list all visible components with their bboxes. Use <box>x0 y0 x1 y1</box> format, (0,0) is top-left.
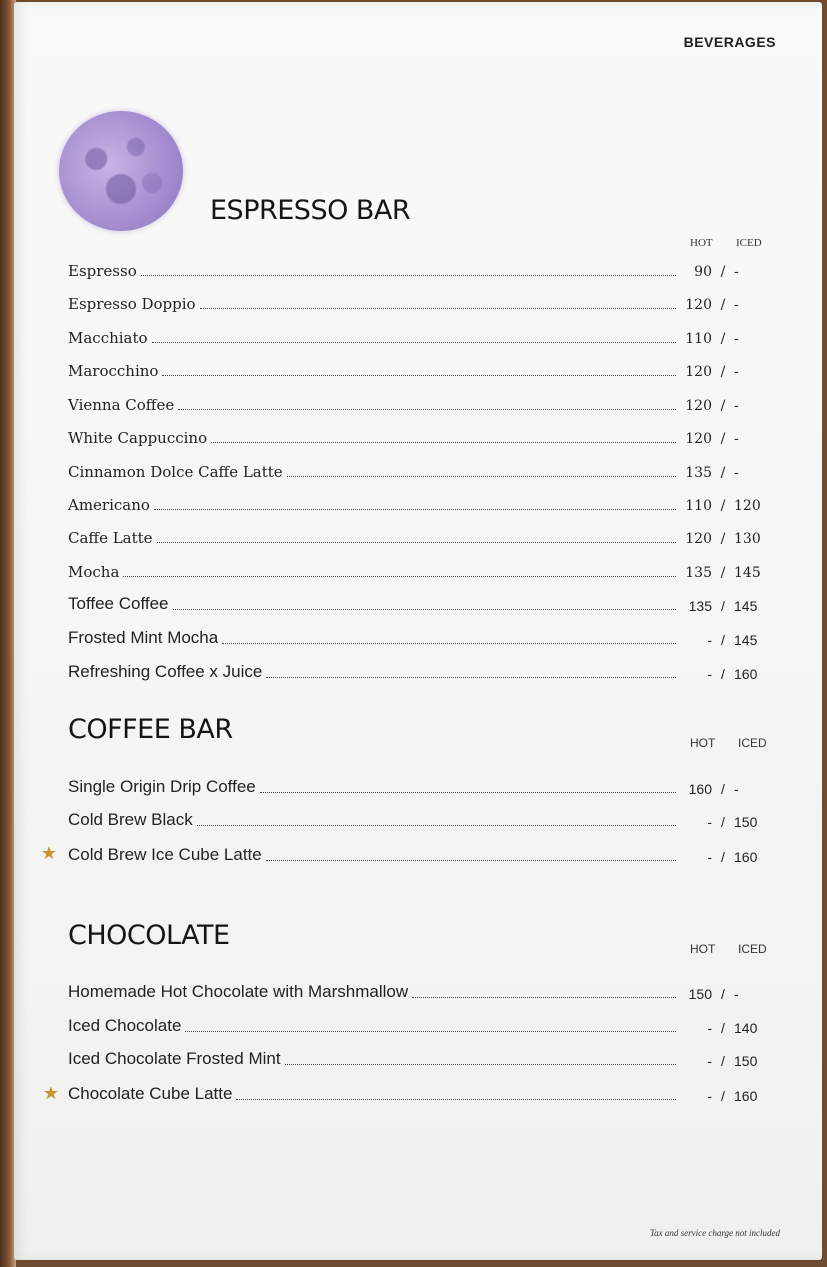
price: 110 / - <box>685 331 739 347</box>
menu-item-americano: Americano 110 / 120 <box>68 492 768 514</box>
iced-column-header: ICED <box>738 942 767 956</box>
dotted-leader <box>266 676 676 678</box>
price: 120 / - <box>685 297 739 313</box>
menu-item-toffee-coffee: Toffee Coffee 135 / 145 <box>68 592 768 614</box>
dotted-leader <box>211 441 676 443</box>
star-icon: ★ <box>42 1083 60 1104</box>
dotted-leader <box>200 307 676 309</box>
price: - / 150 <box>707 1053 758 1069</box>
dotted-leader <box>152 341 676 343</box>
menu-item-cold-brew-ice-cube-latte: Cold Brew Ice Cube Latte - / 160 <box>68 843 768 865</box>
section-title-chocolate: CHOCOLATE <box>68 920 230 951</box>
dotted-leader <box>285 1063 676 1065</box>
footnote: Tax and service charge not included <box>649 1228 780 1238</box>
menu-item-chocolate-cube-latte: Chocolate Cube Latte - / 160 <box>68 1082 768 1104</box>
price: 120 / 130 <box>685 531 761 547</box>
section-title-espresso-bar: ESPRESSO BAR <box>210 195 411 226</box>
menu-item-iced-chocolate-frosted-mint: Iced Chocolate Frosted Mint - / 150 <box>68 1047 768 1069</box>
price: - / 150 <box>707 814 758 830</box>
dotted-leader <box>123 575 676 577</box>
price: 160 / - <box>688 781 739 797</box>
menu-item-refreshing-coffee-x-juice: Refreshing Coffee x Juice - / 160 <box>68 660 768 682</box>
dotted-leader <box>141 274 676 276</box>
price: 150 / - <box>688 986 739 1002</box>
iced-column-header: ICED <box>738 736 767 750</box>
dotted-leader <box>154 508 676 510</box>
menu-item-single-origin-drip-coffee: Single Origin Drip Coffee 160 / - <box>68 775 768 797</box>
menu-item-marocchino: Marocchino 120 / - <box>68 358 768 380</box>
iced-column-header: ICED <box>736 237 762 249</box>
dotted-leader <box>236 1098 676 1100</box>
menu-item-espresso: Espresso 90 / - <box>68 258 768 280</box>
price: - / 140 <box>707 1020 758 1036</box>
price: - / 160 <box>707 1088 758 1104</box>
star-icon: ★ <box>40 843 58 864</box>
dotted-leader <box>287 475 676 477</box>
menu-item-espresso-doppio: Espresso Doppio 120 / - <box>68 291 768 313</box>
price: - / 160 <box>707 666 758 682</box>
menu-item-vienna-coffee: Vienna Coffee 120 / - <box>68 392 768 414</box>
price: 110 / 120 <box>685 498 761 514</box>
price: 120 / - <box>685 364 739 380</box>
dotted-leader <box>222 642 676 644</box>
price: - / 160 <box>707 849 758 865</box>
menu-item-mocha: Mocha 135 / 145 <box>68 559 768 581</box>
menu-item-homemade-hot-chocolate: Homemade Hot Chocolate with Marshmallow 150 / - <box>68 980 768 1002</box>
menu-item-cinnamon-dolce-caffe-latte: Cinnamon Dolce Caffe Latte 135 / - <box>68 459 768 481</box>
menu-page <box>14 2 822 1260</box>
dotted-leader <box>266 859 676 861</box>
dotted-leader <box>197 824 676 826</box>
price: - / 145 <box>707 632 758 648</box>
menu-item-white-cappuccino: White Cappuccino 120 / - <box>68 425 768 447</box>
dotted-leader <box>412 996 676 998</box>
menu-item-frosted-mint-mocha: Frosted Mint Mocha - / 145 <box>68 626 768 648</box>
dotted-leader <box>157 541 676 543</box>
price: 90 / - <box>694 264 739 280</box>
menu-item-caffe-latte: Caffe Latte 120 / 130 <box>68 525 768 547</box>
dotted-leader <box>162 374 676 376</box>
dotted-leader <box>185 1030 676 1032</box>
dotted-leader <box>173 608 676 610</box>
price: 120 / - <box>685 398 739 414</box>
hot-column-header: HOT <box>690 736 716 750</box>
price: 135 / - <box>685 465 739 481</box>
page-label: BEVERAGES <box>683 34 776 50</box>
price: 135 / 145 <box>688 598 758 614</box>
price: 135 / 145 <box>685 565 761 581</box>
hot-column-header: HOT <box>690 237 713 249</box>
menu-item-cold-brew-black: Cold Brew Black - / 150 <box>68 808 768 830</box>
moon-image <box>59 111 183 231</box>
hot-column-header: HOT <box>690 942 716 956</box>
section-title-coffee-bar: COFFEE BAR <box>68 714 233 745</box>
dotted-leader <box>178 408 676 410</box>
dotted-leader <box>260 791 676 793</box>
price: 120 / - <box>685 431 739 447</box>
menu-item-macchiato: Macchiato 110 / - <box>68 325 768 347</box>
menu-item-iced-chocolate: Iced Chocolate - / 140 <box>68 1014 768 1036</box>
